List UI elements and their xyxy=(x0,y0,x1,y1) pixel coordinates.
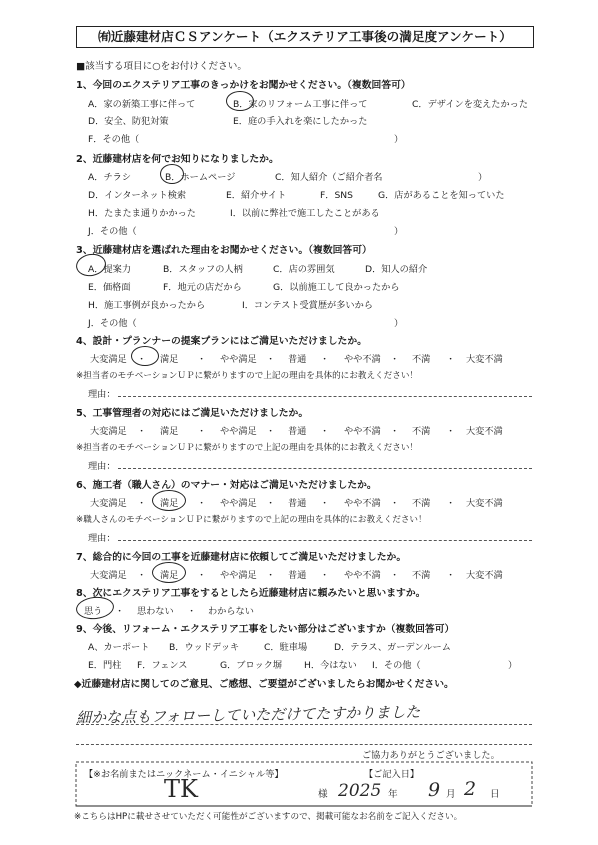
q4-dot-3: ・ xyxy=(266,354,276,365)
q1-question: 1、今回のエクステリア工事のきっかけをお聞かせください。（複数回答可） xyxy=(76,80,411,91)
q6-question: 6、施工者（職人さん）のマナー・対応はご満足いただけましたか。 xyxy=(76,480,377,491)
q1-option-f-close: ） xyxy=(394,134,404,145)
q1-option-e[interactable]: E．庭の手入れを楽にしたかった xyxy=(233,116,368,127)
thanks-message: ご協力ありがとうございました。 xyxy=(362,750,500,761)
q9-question: 9、今後、リフォーム・エクステリア工事をしたい部分はございますか（複数回答可） xyxy=(76,624,455,635)
q9-option-g[interactable]: G．ブロック塀 xyxy=(220,660,283,671)
q7-dot-2: ・ xyxy=(197,570,207,581)
q5-dot-6: ・ xyxy=(446,426,456,437)
q9-option-e[interactable]: E．門柱 xyxy=(88,660,122,671)
q4-scale-5[interactable]: やや不満 xyxy=(344,354,381,365)
q3-option-j[interactable]: J．その他（ xyxy=(88,318,137,329)
q2-option-b[interactable]: B．ホームページ xyxy=(165,172,236,183)
footer-month-value[interactable]: 9 xyxy=(428,779,441,801)
q7-scale-5[interactable]: やや不満 xyxy=(344,570,381,581)
instruction: ■該当する項目に○をお付けください。 xyxy=(76,61,247,72)
q5-question: 5、工事管理者の対応にはご満足いただけましたか。 xyxy=(76,408,309,419)
q9-option-b[interactable]: B．ウッドデッキ xyxy=(169,642,240,653)
q5-dot-2: ・ xyxy=(197,426,207,437)
q9-option-f[interactable]: F．フェンス xyxy=(137,660,188,671)
q4-dot-6: ・ xyxy=(446,354,456,365)
q3-question: 3、近藤建材店を選ばれた理由をお聞かせください。（複数回答可） xyxy=(76,245,372,256)
q7-dot-4: ・ xyxy=(320,570,330,581)
q7-dot-6: ・ xyxy=(446,570,456,581)
q1-option-c[interactable]: C．デザインを変えたかった xyxy=(412,99,529,110)
footer-hp-note: ※こちらはHPに載せさせていただく可能性がございますので、掲載可能なお名前をご記入ください。 xyxy=(74,812,463,822)
q2-option-c[interactable]: C．知人紹介（ご紹介者名 xyxy=(275,172,383,183)
q7-dot-1: ・ xyxy=(137,570,147,581)
q7-question: 7、総合的に今回の工事を近藤建材店に依頼してご満足いただけましたか。 xyxy=(76,552,407,563)
q3-option-b[interactable]: B．スタッフの人柄 xyxy=(163,264,243,275)
q4-dot-2: ・ xyxy=(197,354,207,365)
q5-scale-7[interactable]: 大変不満 xyxy=(466,426,503,437)
q6-dot-1: ・ xyxy=(137,498,147,509)
q3-option-h[interactable]: H．施工事例が良かったから xyxy=(88,300,206,311)
survey-title: ㈲近藤建材店ＣＳアンケート（エクステリア工事後の満足度アンケート） xyxy=(76,26,534,48)
footer-day-unit: 日 xyxy=(490,789,500,800)
q6-dot-6: ・ xyxy=(446,498,456,509)
q9-option-c[interactable]: C．駐車場 xyxy=(264,642,308,653)
q1-option-f[interactable]: F．その他（ xyxy=(88,134,140,145)
q6-scale-6[interactable]: 不満 xyxy=(412,498,431,509)
q8-dot-1: ・ xyxy=(115,606,125,617)
q4-scale-4[interactable]: 普通 xyxy=(288,354,307,365)
q5-scale-5[interactable]: やや不満 xyxy=(344,426,381,437)
q9-option-d[interactable]: D．テラス、ガーデンルーム xyxy=(334,642,451,653)
q9-option-h[interactable]: H．今はない xyxy=(304,660,357,671)
q6-scale-5[interactable]: やや不満 xyxy=(344,498,381,509)
footer-month-unit: 月 xyxy=(446,789,456,800)
footer-name-label: 【※お名前またはニックネーム・イニシャル等】 xyxy=(84,769,284,780)
q2-option-j-close: ） xyxy=(394,226,404,237)
footer-sama: 様 xyxy=(318,789,328,800)
q4-dot-5: ・ xyxy=(390,354,400,365)
q2-option-h[interactable]: H．たまたま通りかかった xyxy=(88,208,196,219)
q5-dot-5: ・ xyxy=(390,426,400,437)
q5-scale-2[interactable]: 満足 xyxy=(160,426,179,437)
q6-note: ※職人さんのモチベーションＵＰに繋がりますので上記の理由を具体的にお教えください！ xyxy=(76,515,427,525)
q4-dot-1: ・ xyxy=(137,354,147,365)
q6-scale-4[interactable]: 普通 xyxy=(288,498,307,509)
q4-note: ※担当者のモチベーションＵＰに繋がりますので上記の理由を具体的にお教えください！ xyxy=(76,371,419,381)
q4-question: 4、設計・プランナーの提案プランにはご満足いただけましたか。 xyxy=(76,336,367,347)
q6-scale-1[interactable]: 大変満足 xyxy=(90,498,127,509)
q1-option-a[interactable]: A．家の新築工事に伴って xyxy=(88,99,196,110)
q6-scale-3[interactable]: やや満足 xyxy=(220,498,257,509)
q6-dot-3: ・ xyxy=(266,498,276,509)
q8-question: 8、次にエクステリア工事をするとしたら近藤建材店に頼みたいと思いますか。 xyxy=(76,588,426,599)
q3-option-f[interactable]: F．地元の店だから xyxy=(163,282,242,293)
q7-dot-5: ・ xyxy=(390,570,400,581)
q3-option-g[interactable]: G．以前施工して良かったから xyxy=(273,282,400,293)
q2-question: 2、近藤建材店を何でお知りになりましたか。 xyxy=(76,154,279,165)
q1-option-d[interactable]: D．安全、防犯対策 xyxy=(88,116,169,127)
q5-note: ※担当者のモチベーションＵＰに繋がりますので上記の理由を具体的にお教えください！ xyxy=(76,443,419,453)
q5-dot-1: ・ xyxy=(137,426,147,437)
footer-year-unit: 年 xyxy=(388,789,398,800)
q7-scale-1[interactable]: 大変満足 xyxy=(90,570,127,581)
q4-scale-3[interactable]: やや満足 xyxy=(220,354,257,365)
q9-option-i-close: ） xyxy=(508,660,518,671)
footer-date-label: 【ご記入日】 xyxy=(364,769,420,780)
q4-scale-2[interactable]: 満足 xyxy=(160,354,179,365)
q4-scale-1[interactable]: 大変満足 xyxy=(90,354,127,365)
q5-reason-label: 理由： xyxy=(88,461,116,472)
comments-question: ◆近藤建材店に関してのご意見、ご感想、ご要望がございましたらお聞かせください。 xyxy=(74,679,454,690)
q6-dot-4: ・ xyxy=(320,498,330,509)
q8-dot-2: ・ xyxy=(187,606,197,617)
q6-scale-7[interactable]: 大変不満 xyxy=(466,498,503,509)
q3-option-j-close: ） xyxy=(394,318,404,329)
q4-scale-6[interactable]: 不満 xyxy=(412,354,431,365)
q2-option-e[interactable]: E．紹介サイト xyxy=(226,190,287,201)
q4-reason-label: 理由： xyxy=(88,389,116,400)
q7-scale-4[interactable]: 普通 xyxy=(288,570,307,581)
q5-scale-1[interactable]: 大変満足 xyxy=(90,426,127,437)
q5-dot-3: ・ xyxy=(266,426,276,437)
q2-option-g[interactable]: G．店があることを知っていた xyxy=(378,190,505,201)
q3-option-d[interactable]: D．知人の紹介 xyxy=(365,264,428,275)
q7-scale-3[interactable]: やや満足 xyxy=(220,570,257,581)
q8-option-no[interactable]: 思わない xyxy=(137,606,174,617)
comments-handwritten: 細かな点もフォローしていただけてたすかりました xyxy=(75,702,421,728)
q2-option-f[interactable]: F．SNS xyxy=(320,190,354,201)
q7-scale-2[interactable]: 満足 xyxy=(160,570,179,581)
q2-option-a[interactable]: A．チラシ xyxy=(88,172,132,183)
q4-scale-7[interactable]: 大変不満 xyxy=(466,354,503,365)
q7-scale-7[interactable]: 大変不満 xyxy=(466,570,503,581)
q5-scale-6[interactable]: 不満 xyxy=(412,426,431,437)
q9-option-i[interactable]: I．その他（ xyxy=(372,660,421,671)
q6-reason-label: 理由： xyxy=(88,533,116,544)
q6-dot-2: ・ xyxy=(197,498,207,509)
q3-option-i[interactable]: I．コンテスト受賞歴が多いから xyxy=(242,300,373,311)
q2-option-c-close: ） xyxy=(478,172,488,183)
q5-dot-4: ・ xyxy=(320,426,330,437)
q3-option-e[interactable]: E．価格面 xyxy=(88,282,131,293)
q4-dot-4: ・ xyxy=(320,354,330,365)
q5-scale-3[interactable]: やや満足 xyxy=(220,426,257,437)
q1-option-b[interactable]: B．家のリフォーム工事に伴って xyxy=(233,99,368,110)
footer-day-value[interactable]: 2 xyxy=(464,778,477,800)
q9-option-a[interactable]: A、カーポート xyxy=(88,642,150,653)
q2-option-i[interactable]: I．以前に弊社で施工したことがある xyxy=(230,208,380,219)
q2-option-d[interactable]: D．インターネット検索 xyxy=(88,190,187,201)
footer-year-value[interactable]: 2025 xyxy=(338,781,382,801)
q3-option-a[interactable]: A．提案力 xyxy=(88,264,132,275)
q2-option-j[interactable]: J．その他（ xyxy=(88,226,137,237)
q6-scale-2[interactable]: 満足 xyxy=(160,498,179,509)
q3-option-c[interactable]: C．店の雰囲気 xyxy=(273,264,335,275)
q8-option-unsure[interactable]: わからない xyxy=(208,606,254,617)
q7-scale-6[interactable]: 不満 xyxy=(412,570,431,581)
q5-scale-4[interactable]: 普通 xyxy=(288,426,307,437)
footer-name-value[interactable]: TK xyxy=(164,775,198,803)
q6-dot-5: ・ xyxy=(390,498,400,509)
q8-option-yes[interactable]: 思う xyxy=(84,606,103,617)
q7-dot-3: ・ xyxy=(266,570,276,581)
